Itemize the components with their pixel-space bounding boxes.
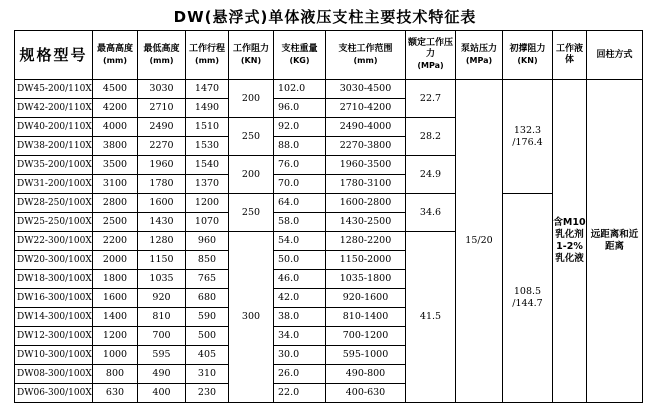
cell-stroke: 1470 [186, 80, 229, 99]
cell-range: 2710-4200 [326, 99, 406, 118]
cell-stroke: 405 [186, 346, 229, 365]
cell-weight: 42.0 [274, 289, 326, 308]
cell-min-height: 400 [138, 384, 186, 403]
cell-min-height: 1150 [138, 251, 186, 270]
cell-rated-pressure: 41.5 [406, 232, 456, 403]
cell-initial-resistance [503, 80, 553, 194]
cell-min-height: 1430 [138, 213, 186, 232]
cell-model: DW18-300/100X [15, 270, 93, 289]
cell-stroke: 765 [186, 270, 229, 289]
cell-stroke: 1530 [186, 137, 229, 156]
cell-max-height: 4500 [93, 80, 138, 99]
cell-model: DW35-200/100X [15, 156, 93, 175]
cell-range: 3030-4500 [326, 80, 406, 99]
cell-model: DW06-300/100X [15, 384, 93, 403]
cell-stroke: 500 [186, 327, 229, 346]
cell-work-resistance: 250 [229, 194, 274, 232]
header-row [15, 31, 643, 80]
cell-weight: 46.0 [274, 270, 326, 289]
cell-model: DW31-200/100X [15, 175, 93, 194]
cell-max-height: 1000 [93, 346, 138, 365]
cell-model: DW10-300/100X [15, 346, 93, 365]
cell-max-height: 1600 [93, 289, 138, 308]
cell-weight: 38.0 [274, 308, 326, 327]
cell-model: DW14-300/100X [15, 308, 93, 327]
cell-weight: 34.0 [274, 327, 326, 346]
cell-work-resistance: 200 [229, 156, 274, 194]
cell-model: DW22-300/100X [15, 232, 93, 251]
header-initial-resistance: 初撑阻力 (KN) [503, 31, 553, 80]
cell-range: 490-800 [326, 365, 406, 384]
cell-min-height: 1780 [138, 175, 186, 194]
spec-table [14, 30, 643, 403]
cell-model: DW28-250/100X [15, 194, 93, 213]
header-pump-pressure: 泵站压力 (MPa) [456, 31, 503, 80]
cell-initial-resistance [503, 194, 553, 403]
cell-weight: 30.0 [274, 346, 326, 365]
cell-range: 810-1400 [326, 308, 406, 327]
cell-weight: 58.0 [274, 213, 326, 232]
cell-model: DW12-300/100X [15, 327, 93, 346]
cell-max-height: 1800 [93, 270, 138, 289]
cell-work-resistance: 300 [229, 232, 274, 403]
cell-max-height: 2500 [93, 213, 138, 232]
cell-min-height: 595 [138, 346, 186, 365]
cell-rated-pressure: 28.2 [406, 118, 456, 156]
cell-weight: 96.0 [274, 99, 326, 118]
table-row [15, 194, 643, 213]
header-work-resistance: 工作阻力 (KN) [229, 31, 274, 80]
cell-work-resistance: 200 [229, 80, 274, 118]
cell-stroke: 590 [186, 308, 229, 327]
header-stroke: 工作行程 (mm) [186, 31, 229, 80]
header-recovery: 回柱方式 [587, 31, 643, 80]
cell-weight: 50.0 [274, 251, 326, 270]
initial-resistance-line: 108.5 [513, 286, 542, 297]
cell-max-height: 4200 [93, 99, 138, 118]
cell-min-height: 490 [138, 365, 186, 384]
cell-rated-pressure: 24.9 [406, 156, 456, 194]
header-model: 规格型号 [15, 31, 93, 80]
cell-range: 1035-1800 [326, 270, 406, 289]
cell-min-height: 2710 [138, 99, 186, 118]
cell-max-height: 4000 [93, 118, 138, 137]
cell-min-height: 920 [138, 289, 186, 308]
cell-model: DW08-300/100X [15, 365, 93, 384]
cell-stroke: 960 [186, 232, 229, 251]
cell-range: 700-1200 [326, 327, 406, 346]
cell-max-height: 3800 [93, 137, 138, 156]
cell-stroke: 1200 [186, 194, 229, 213]
cell-work-resistance: 250 [229, 118, 274, 156]
cell-range: 2270-3800 [326, 137, 406, 156]
cell-range: 1600-2800 [326, 194, 406, 213]
cell-max-height: 1200 [93, 327, 138, 346]
cell-stroke: 230 [186, 384, 229, 403]
cell-min-height: 810 [138, 308, 186, 327]
cell-max-height: 3100 [93, 175, 138, 194]
cell-stroke: 1070 [186, 213, 229, 232]
cell-max-height: 3500 [93, 156, 138, 175]
cell-range: 2490-4000 [326, 118, 406, 137]
cell-recovery: 远距离和近距离 [587, 80, 643, 403]
cell-max-height: 2000 [93, 251, 138, 270]
cell-range: 595-1000 [326, 346, 406, 365]
header-max-height: 最高高度 (mm) [93, 31, 138, 80]
cell-min-height: 1600 [138, 194, 186, 213]
cell-weight: 88.0 [274, 137, 326, 156]
cell-range: 1150-2000 [326, 251, 406, 270]
table-title: DW(悬浮式)单体液压支柱主要技术特征表 [173, 8, 477, 26]
cell-stroke: 1510 [186, 118, 229, 137]
cell-model: DW20-300/100X [15, 251, 93, 270]
cell-range: 1960-3500 [326, 156, 406, 175]
cell-range: 920-1600 [326, 289, 406, 308]
cell-min-height: 1280 [138, 232, 186, 251]
cell-model: DW45-200/110X [15, 80, 93, 99]
cell-weight: 76.0 [274, 156, 326, 175]
cell-model: DW16-300/100X [15, 289, 93, 308]
header-weight: 支柱重量 (KG) [274, 31, 326, 80]
cell-range: 1280-2200 [326, 232, 406, 251]
cell-stroke: 310 [186, 365, 229, 384]
cell-max-height: 2800 [93, 194, 138, 213]
cell-weight: 92.0 [274, 118, 326, 137]
initial-resistance-line: 132.3 [513, 124, 542, 136]
cell-min-height: 3030 [138, 80, 186, 99]
cell-min-height: 1035 [138, 270, 186, 289]
cell-weight: 26.0 [274, 365, 326, 384]
cell-fluid: 含M10乳化剂1-2%乳化液 [553, 80, 587, 403]
initial-resistance-line: /144.7 [512, 298, 543, 309]
table-row [15, 80, 643, 99]
header-fluid: 工作液体 [553, 31, 587, 80]
cell-max-height: 630 [93, 384, 138, 403]
cell-max-height: 1400 [93, 308, 138, 327]
cell-stroke: 1370 [186, 175, 229, 194]
cell-weight: 102.0 [274, 80, 326, 99]
cell-stroke: 1490 [186, 99, 229, 118]
cell-range: 1430-2500 [326, 213, 406, 232]
cell-min-height: 2490 [138, 118, 186, 137]
cell-rated-pressure: 22.7 [406, 80, 456, 118]
cell-range: 1780-3100 [326, 175, 406, 194]
cell-range: 400-630 [326, 384, 406, 403]
cell-stroke: 850 [186, 251, 229, 270]
cell-rated-pressure: 34.6 [406, 194, 456, 232]
cell-max-height: 2200 [93, 232, 138, 251]
cell-model: DW25-250/100X [15, 213, 93, 232]
header-rated-pressure: 额定工作压力 (MPa) [406, 31, 456, 80]
cell-model: DW42-200/110X [15, 99, 93, 118]
cell-min-height: 1960 [138, 156, 186, 175]
cell-model: DW40-200/110X [15, 118, 93, 137]
cell-weight: 64.0 [274, 194, 326, 213]
cell-min-height: 700 [138, 327, 186, 346]
header-range: 支柱工作范围 (mm) [326, 31, 406, 80]
cell-stroke: 1540 [186, 156, 229, 175]
cell-stroke: 680 [186, 289, 229, 308]
cell-pump-pressure: 15/20 [456, 80, 503, 403]
cell-model: DW38-200/110X [15, 137, 93, 156]
initial-resistance-line: /176.4 [512, 136, 543, 148]
cell-min-height: 2270 [138, 137, 186, 156]
cell-weight: 22.0 [274, 384, 326, 403]
cell-weight: 54.0 [274, 232, 326, 251]
cell-max-height: 800 [93, 365, 138, 384]
header-min-height: 最低高度 (mm) [138, 31, 186, 80]
cell-weight: 70.0 [274, 175, 326, 194]
